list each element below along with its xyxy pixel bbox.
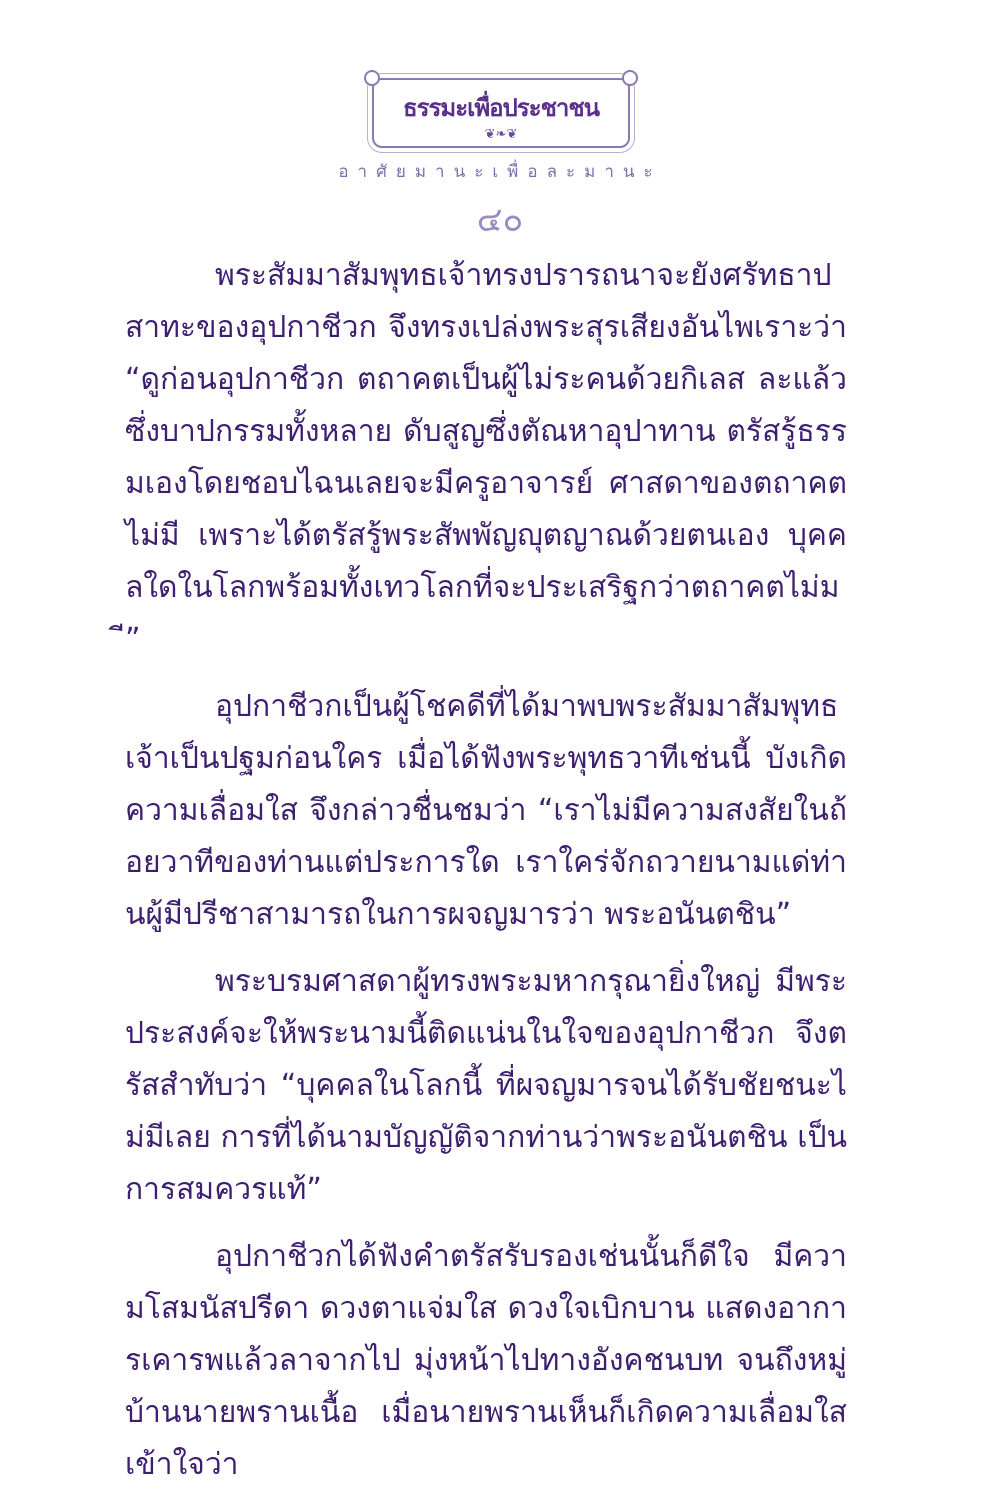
- page-header: [0, 0, 1000, 240]
- page-number: ๔๐: [476, 200, 524, 240]
- book-logo: [372, 78, 630, 148]
- paragraph-4: อุปกาชีวกได้ฟังคำตรัสรับรองเช่นนั้นก็ดีใจ มีความโสมนัสปรีดา ดวงตาแจ่มใส ดวงใจเบิกบาน แสดงอาการเคารพแล้วลาจากไป มุ่งหน้าไปทางอังคชนบท จนถึงหมู่บ้านนายพรานเนื้อ เมื่อนายพรานเห็นก็เกิดความเลื่อมใส เข้าใจว่า: [125, 1239, 847, 1482]
- ornament-icon: ❦❧❦: [484, 127, 518, 142]
- chapter-subtitle: อาศัยมานะเพื่อละมานะ: [338, 162, 662, 182]
- paragraph-3: พระบรมศาสดาผู้ทรงพระมหากรุณายิ่งใหญ่ มีพระประสงค์จะให้พระนามนี้ติดแน่นในใจของอุปกาชีวก จึงตรัสสำทับว่า “บุคคลในโลกนี้ ที่ผจญมารจนได้รับชัยชนะไม่มีเลย การที่ได้นามบัญญัติจากท่านว่าพระอนันตชิน เป็นการสมควรแท้”: [125, 964, 847, 1207]
- logo-title: ธรรมะเพื่อประชาชน: [402, 93, 600, 122]
- paragraph-1: พระสัมมาสัมพุทธเจ้าทรงปรารถนาจะยังศรัทธาปสาทะของอุปกาชีวก จึงทรงเปล่งพระสุรเสียงอันไพเราะว่า “ดูก่อนอุปกาชีวก ตถาคตเป็นผู้ไม่ระคนด้วยกิเลส ละแล้วซึ่งบาปกรรมทั้งหลาย ดับสูญซึ่งตัณหาอุปาทาน ตรัสรู้ธรรมเองโดยชอบไฉนเลยจะมีครูอาจารย์ ศาสดาของตถาคตไม่มี เพราะได้ตรัสรู้พระสัพพัญญุตญาณด้วยตนเอง บุคคลใดในโลกพร้อมทั้งเทวโลกที่จะประเสริฐกว่าตถาคตไม่มี”: [125, 258, 847, 657]
- body-text: [125, 250, 847, 1506]
- paragraph-2: อุปกาชีวกเป็นผู้โชคดีที่ได้มาพบพระสัมมาสัมพุทธเจ้าเป็นปฐมก่อนใคร เมื่อได้ฟังพระพุทธวาทีเช่นนี้ บังเกิดความเลื่อมใส จึงกล่าวชื่นชมว่า “เราไม่มีความสงสัยในถ้อยวาทีของท่านแต่ประการใด เราใคร่จักถวายนามแด่ท่านผู้มีปรีชาสามารถในการผจญมารว่า พระอนันตชิน”: [125, 689, 847, 932]
